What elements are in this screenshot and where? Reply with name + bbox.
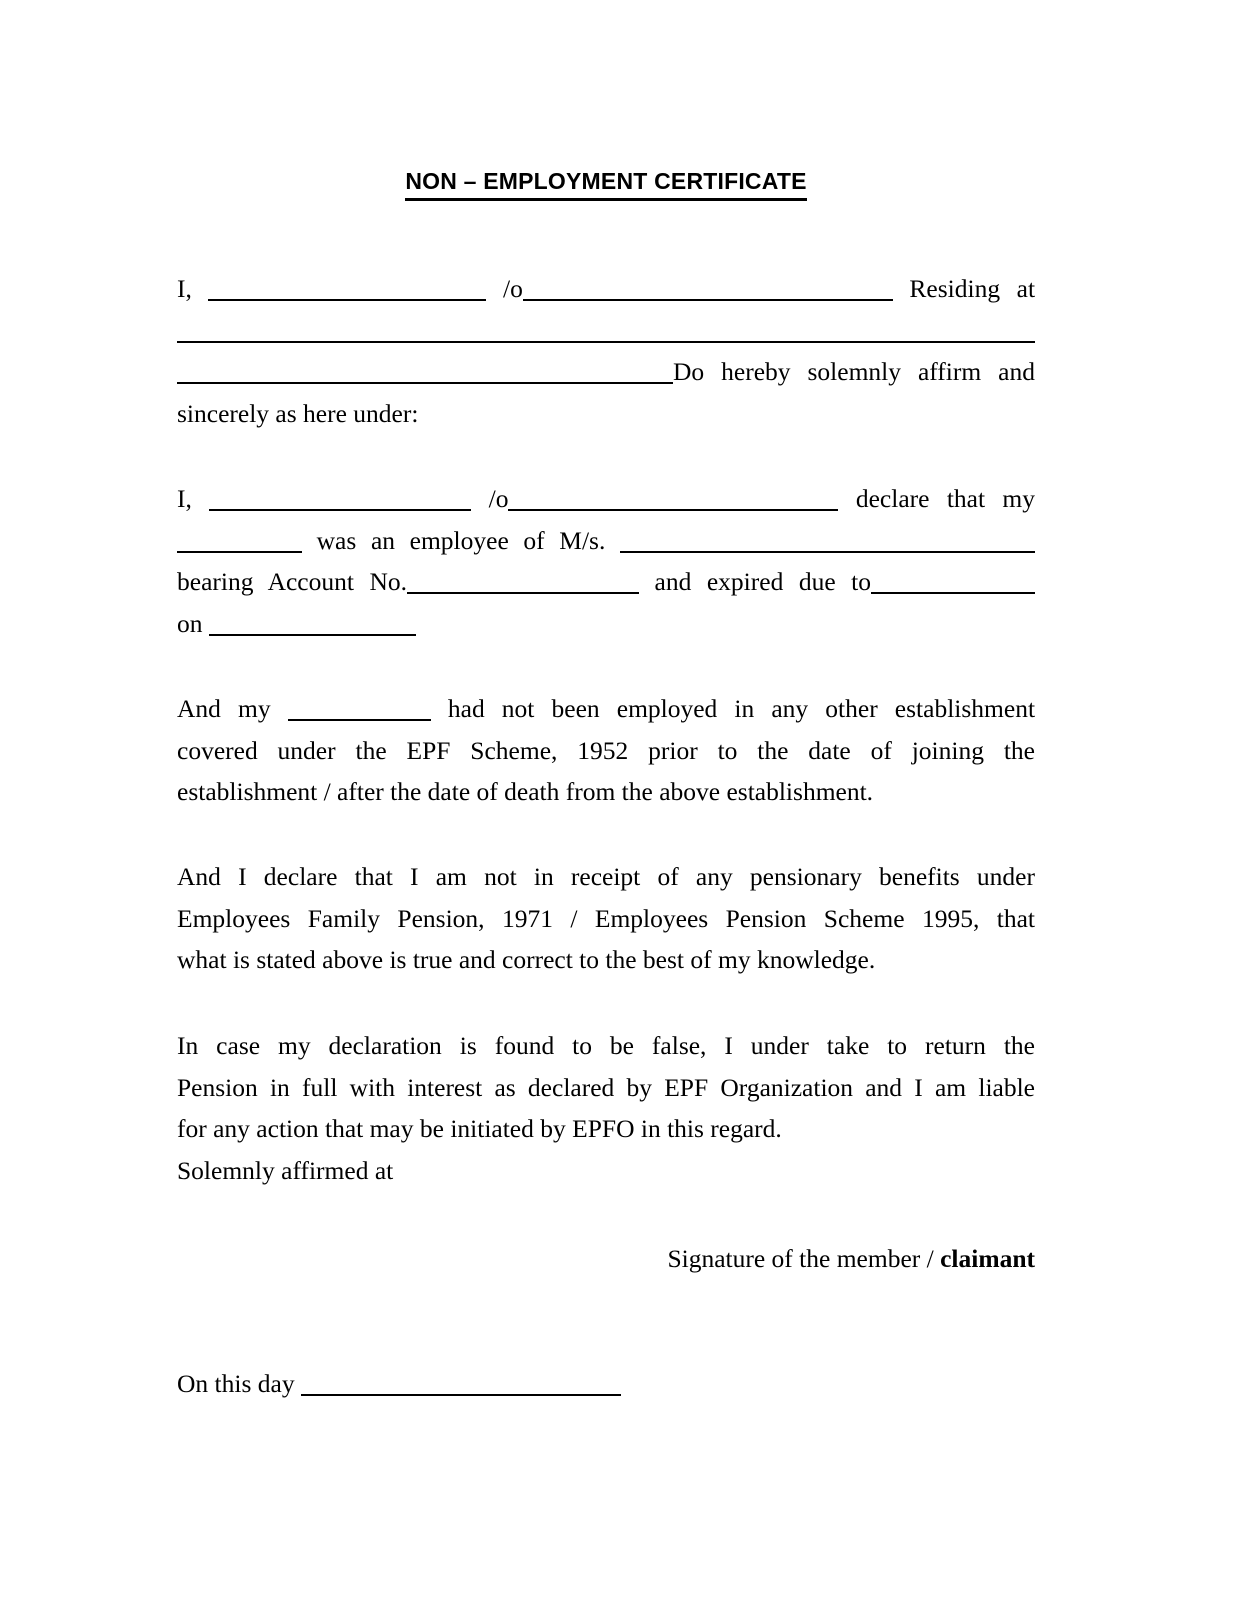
para2-lead-label: I, [177, 484, 192, 513]
para2-declare-label: declare that my [855, 484, 1036, 513]
para3-line3: establishment / after the date of death from the above establishment. [177, 777, 874, 806]
on-this-day-label: On this day [177, 1369, 295, 1398]
para5-line2: Pension in full with interest as declared by EPF Organization and I am liable [177, 1072, 1035, 1102]
para2-line2 [177, 520, 1035, 562]
para2-line1 [177, 478, 1035, 520]
on-this-day-blank[interactable] [301, 1372, 621, 1396]
date-of-death-blank[interactable] [209, 612, 416, 636]
signature-label: Signature of the member / [667, 1244, 941, 1273]
para2-account-label: bearing Account No. [177, 567, 408, 596]
para1-line1 [177, 268, 1035, 310]
para5-line1: In case my declaration is found to be false, I under take to return the [177, 1031, 1035, 1060]
para3-lead-label: And my [177, 694, 271, 723]
para3-line1 [177, 688, 1035, 730]
name-blank-2[interactable] [209, 487, 471, 511]
para2-employee-label: was an employee of M/s. [316, 525, 606, 555]
para1-line2 [177, 310, 1035, 352]
para2-relation-label: /o [488, 484, 509, 513]
on-this-day-block [177, 1363, 1035, 1405]
para1-residing-label: Residing at [909, 274, 1036, 303]
paragraph-false-declaration-undertaking [177, 1025, 1035, 1191]
relationship-blank-1[interactable] [177, 529, 302, 553]
para1-affirm-label: Do hereby solemnly affirm and [673, 357, 1035, 386]
para3-line1-tail: had not been employed in any other establishment [447, 694, 1036, 723]
signature-claimant-label: claimant [940, 1244, 1035, 1273]
parent-name-blank-1[interactable] [523, 277, 893, 301]
para1-line4 [177, 393, 1035, 435]
para1-line3 [177, 351, 1035, 393]
cause-of-death-blank[interactable] [871, 570, 1035, 594]
paragraph-declarant-identity [177, 268, 1035, 434]
para1-affirm-cont-label: sincerely as here under: [177, 398, 419, 428]
para2-expired-label: and expired due to [654, 567, 872, 596]
account-number-blank[interactable] [407, 570, 639, 594]
para5-line3: for any action that may be initiated by EPFO in this regard. [177, 1114, 782, 1143]
para4-line1: And I declare that I am not in receipt of any pensionary benefits under [177, 862, 1035, 891]
para4-line3: what is stated above is true and correct to the best of my knowledge. [177, 945, 876, 974]
para1-lead-label: I, [177, 274, 192, 303]
employer-name-blank[interactable] [620, 529, 1035, 553]
para5-line4-solemnly-affirmed: Solemnly affirmed at [177, 1155, 394, 1185]
para2-line4 [177, 603, 1035, 645]
para2-line3 [177, 561, 1035, 603]
paragraph-pension-declaration [177, 856, 1035, 981]
paragraph-epf-scheme [177, 688, 1035, 813]
name-blank-1[interactable] [208, 277, 486, 301]
page-title [177, 168, 1035, 201]
relationship-blank-2[interactable] [288, 697, 431, 721]
para1-relation-label: /o [503, 274, 523, 303]
signature-block [177, 1238, 1035, 1280]
para2-on-label: on [177, 608, 203, 638]
address-blank-line-1[interactable] [177, 319, 1035, 343]
parent-name-blank-2[interactable] [508, 487, 838, 511]
para4-line2: Employees Family Pension, 1971 / Employees Pension Scheme 1995, that [177, 903, 1035, 933]
address-blank-line-2[interactable] [177, 360, 673, 384]
paragraph-member-details [177, 478, 1035, 644]
page-title-text: NON – EMPLOYMENT CERTIFICATE [405, 168, 806, 201]
para3-line2: covered under the EPF Scheme, 1952 prior to the date of joining the [177, 735, 1035, 765]
